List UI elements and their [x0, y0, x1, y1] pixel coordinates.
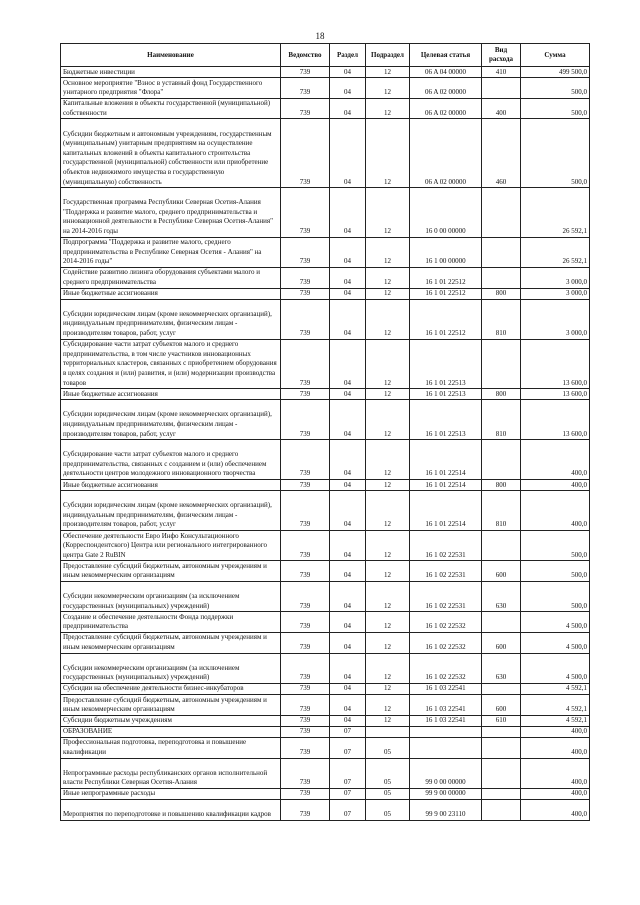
table-row	[61, 288, 590, 299]
row-podrazdel: 12	[366, 632, 410, 653]
table-row	[61, 632, 590, 653]
row-vedomstvo: 739	[281, 400, 330, 440]
row-name: Субсидии юридическим лицам (кроме некоммерческих организаций), индивидуальным предпринимателям, физическим лицам - производителям товаров, работ, услуг	[61, 491, 281, 531]
row-celevaya-statya: 16 1 02 22532	[410, 632, 482, 653]
table-row	[61, 389, 590, 400]
row-summa: 4 592,1	[521, 715, 590, 726]
row-celevaya-statya: 16 1 01 22513	[410, 400, 482, 440]
row-summa: 4 500,0	[521, 632, 590, 653]
row-podrazdel: 12	[366, 612, 410, 633]
row-razdel: 04	[330, 267, 366, 288]
row-razdel: 07	[330, 758, 366, 788]
row-podrazdel: 12	[366, 530, 410, 560]
row-name: Субсидии бюджетным и автономным учреждениям, государственным (муниципальным) унитарным предприятиям на осуществление капитальных вложений в объекты капитального строительства государственной (муниципальной) собственности или приобретение объектов недвижимого имущества в государственную (муниципальную) собственность	[61, 119, 281, 188]
header-podrazdel: Подраздел	[366, 44, 410, 67]
table-row	[61, 737, 590, 758]
row-podrazdel: 12	[366, 400, 410, 440]
row-celevaya-statya: 06 A 02 00000	[410, 78, 482, 99]
row-vid-raskhoda: 800	[482, 480, 521, 491]
row-vid-raskhoda	[482, 440, 521, 480]
row-celevaya-statya: 16 1 03 22541	[410, 695, 482, 716]
table-row	[61, 491, 590, 531]
table-row	[61, 267, 590, 288]
row-podrazdel: 12	[366, 683, 410, 694]
row-vedomstvo: 739	[281, 299, 330, 339]
table-row	[61, 78, 590, 99]
table-row	[61, 530, 590, 560]
row-vid-raskhoda: 630	[482, 581, 521, 611]
row-razdel: 04	[330, 389, 366, 400]
row-vid-raskhoda	[482, 237, 521, 267]
row-summa: 400,0	[521, 799, 590, 820]
row-celevaya-statya: 16 1 02 22531	[410, 561, 482, 582]
table-row	[61, 612, 590, 633]
row-celevaya-statya: 16 1 01 22513	[410, 389, 482, 400]
row-razdel: 07	[330, 799, 366, 820]
row-name: Государственная программа Республики Северная Осетия-Алания "Поддержка и развитие малого, среднего предпринимательства и инновационной деятельности в Республике Северная Осетия-Алания" на 2014-2016 годы	[61, 188, 281, 238]
row-name: Субсидии юридическим лицам (кроме некоммерческих организаций), индивидуальным предпринимателям, физическим лицам - производителям товаров, работ, услуг	[61, 299, 281, 339]
row-vedomstvo: 739	[281, 632, 330, 653]
row-name: Основное мероприятие "Взнос в уставный фонд Государственного унитарного предприятия "Флора"	[61, 78, 281, 99]
row-celevaya-statya: 16 1 01 22514	[410, 491, 482, 531]
row-name: Субсидии бюджетным учреждениям	[61, 715, 281, 726]
row-razdel: 04	[330, 339, 366, 389]
row-name: Субсидии некоммерческим организациям (за исключением государственных (муниципальных) учреждений)	[61, 581, 281, 611]
row-celevaya-statya: 16 1 01 22512	[410, 267, 482, 288]
row-summa: 400,0	[521, 758, 590, 788]
page-number: 18	[315, 31, 325, 41]
row-summa: 13 600,0	[521, 339, 590, 389]
row-celevaya-statya: 16 1 02 22531	[410, 581, 482, 611]
row-celevaya-statya: 16 1 01 22512	[410, 299, 482, 339]
row-vedomstvo: 739	[281, 119, 330, 188]
row-podrazdel: 12	[366, 440, 410, 480]
row-razdel: 04	[330, 288, 366, 299]
row-celevaya-statya: 16 1 03 22541	[410, 683, 482, 694]
row-podrazdel: 12	[366, 389, 410, 400]
row-name: Субсидии некоммерческим организациям (за исключением государственных (муниципальных) учреждений)	[61, 653, 281, 683]
row-razdel: 04	[330, 653, 366, 683]
row-podrazdel: 12	[366, 98, 410, 119]
row-razdel: 04	[330, 683, 366, 694]
row-podrazdel: 12	[366, 299, 410, 339]
row-vid-raskhoda: 810	[482, 299, 521, 339]
row-podrazdel: 12	[366, 653, 410, 683]
table-row	[61, 440, 590, 480]
row-name: Иные бюджетные ассигнования	[61, 288, 281, 299]
table-row	[61, 653, 590, 683]
row-vedomstvo: 739	[281, 695, 330, 716]
table-row	[61, 726, 590, 737]
row-vedomstvo: 739	[281, 683, 330, 694]
table-row	[61, 758, 590, 788]
row-vedomstvo: 739	[281, 799, 330, 820]
row-vedomstvo: 739	[281, 389, 330, 400]
table-row	[61, 67, 590, 78]
row-vid-raskhoda	[482, 726, 521, 737]
row-summa: 500,0	[521, 530, 590, 560]
row-razdel: 04	[330, 299, 366, 339]
row-summa: 4 592,1	[521, 683, 590, 694]
table-row	[61, 339, 590, 389]
row-celevaya-statya: 16 1 03 22541	[410, 715, 482, 726]
row-name: Предоставление субсидий бюджетным, автономным учреждениям и иным некоммерческим организациям	[61, 561, 281, 582]
row-podrazdel: 12	[366, 267, 410, 288]
row-podrazdel: 12	[366, 78, 410, 99]
row-celevaya-statya: 16 1 01 22514	[410, 440, 482, 480]
row-vedomstvo: 739	[281, 612, 330, 633]
row-razdel: 04	[330, 561, 366, 582]
row-summa: 3 000,0	[521, 288, 590, 299]
table-header-row	[61, 44, 590, 67]
row-celevaya-statya: 16 1 01 22513	[410, 339, 482, 389]
table-row	[61, 480, 590, 491]
row-podrazdel: 12	[366, 119, 410, 188]
row-vedomstvo: 739	[281, 67, 330, 78]
table-row	[61, 561, 590, 582]
row-vid-raskhoda: 810	[482, 491, 521, 531]
row-podrazdel: 12	[366, 67, 410, 78]
row-summa: 4 500,0	[521, 653, 590, 683]
row-name: Иные бюджетные ассигнования	[61, 480, 281, 491]
row-razdel: 04	[330, 98, 366, 119]
row-razdel: 04	[330, 612, 366, 633]
row-summa: 500,0	[521, 98, 590, 119]
row-vid-raskhoda: 400	[482, 98, 521, 119]
row-razdel: 04	[330, 581, 366, 611]
row-name: ОБРАЗОВАНИЕ	[61, 726, 281, 737]
row-summa: 400,0	[521, 788, 590, 799]
row-vedomstvo: 739	[281, 530, 330, 560]
row-razdel: 04	[330, 632, 366, 653]
row-vid-raskhoda: 800	[482, 288, 521, 299]
table-row	[61, 788, 590, 799]
row-celevaya-statya: 99 9 00 23110	[410, 799, 482, 820]
row-vid-raskhoda	[482, 188, 521, 238]
row-vid-raskhoda: 600	[482, 561, 521, 582]
row-vedomstvo: 739	[281, 581, 330, 611]
row-celevaya-statya	[410, 737, 482, 758]
row-vid-raskhoda: 800	[482, 389, 521, 400]
header-vid-raskhoda: Вид расхода	[482, 44, 521, 67]
table-row	[61, 683, 590, 694]
table-row	[61, 98, 590, 119]
row-summa: 500,0	[521, 119, 590, 188]
row-celevaya-statya: 06 A 02 00000	[410, 98, 482, 119]
row-vedomstvo: 739	[281, 188, 330, 238]
row-summa: 13 600,0	[521, 389, 590, 400]
row-celevaya-statya: 99 9 00 00000	[410, 788, 482, 799]
table-row	[61, 400, 590, 440]
row-razdel: 04	[330, 480, 366, 491]
row-celevaya-statya: 16 1 02 22532	[410, 612, 482, 633]
row-vedomstvo: 739	[281, 726, 330, 737]
row-summa: 500,0	[521, 78, 590, 99]
row-name: Содействие развитию лизинга оборудования субъектами малого и среднего предпринимательства	[61, 267, 281, 288]
row-razdel: 04	[330, 67, 366, 78]
row-vedomstvo: 739	[281, 267, 330, 288]
row-razdel: 04	[330, 237, 366, 267]
row-podrazdel: 12	[366, 237, 410, 267]
row-celevaya-statya: 16 1 01 22514	[410, 480, 482, 491]
header-summa: Сумма	[521, 44, 590, 67]
row-vid-raskhoda	[482, 267, 521, 288]
row-podrazdel: 12	[366, 561, 410, 582]
row-podrazdel: 05	[366, 799, 410, 820]
row-razdel: 04	[330, 188, 366, 238]
row-vedomstvo: 739	[281, 480, 330, 491]
row-razdel: 04	[330, 491, 366, 531]
row-podrazdel: 12	[366, 715, 410, 726]
row-celevaya-statya: 06 A 02 00000	[410, 119, 482, 188]
row-podrazdel: 12	[366, 188, 410, 238]
row-summa: 400,0	[521, 726, 590, 737]
row-name: Непрограммные расходы республиканских органов исполнительной власти Республики Северная Осетия-Алания	[61, 758, 281, 788]
row-summa: 4 592,1	[521, 695, 590, 716]
row-name: Создание и обеспечение деятельности Фонда поддержки предпринимательства	[61, 612, 281, 633]
row-summa: 3 000,0	[521, 299, 590, 339]
row-vedomstvo: 739	[281, 715, 330, 726]
row-celevaya-statya: 16 1 00 00000	[410, 237, 482, 267]
row-razdel: 04	[330, 78, 366, 99]
row-vid-raskhoda: 460	[482, 119, 521, 188]
row-razdel: 04	[330, 440, 366, 480]
row-summa: 13 600,0	[521, 400, 590, 440]
row-vid-raskhoda: 600	[482, 632, 521, 653]
row-vid-raskhoda	[482, 339, 521, 389]
row-name: Профессиональная подготовка, переподготовка и повышение квалификации	[61, 737, 281, 758]
row-celevaya-statya: 16 1 01 22512	[410, 288, 482, 299]
row-podrazdel: 12	[366, 581, 410, 611]
row-podrazdel: 12	[366, 288, 410, 299]
table-row	[61, 188, 590, 238]
row-vid-raskhoda	[482, 78, 521, 99]
row-vedomstvo: 739	[281, 788, 330, 799]
row-razdel: 04	[330, 400, 366, 440]
row-podrazdel: 05	[366, 737, 410, 758]
row-razdel: 07	[330, 788, 366, 799]
row-celevaya-statya: 16 1 02 22531	[410, 530, 482, 560]
row-vid-raskhoda: 600	[482, 695, 521, 716]
row-podrazdel: 05	[366, 758, 410, 788]
row-vid-raskhoda	[482, 612, 521, 633]
row-name: Предоставление субсидий бюджетным, автономным учреждениям и иным некоммерческим организациям	[61, 695, 281, 716]
row-name: Подпрограмма "Поддержка и развитие малого, среднего предпринимательства в Республике Северная Осетия - Алания" на 2014-2016 годы"	[61, 237, 281, 267]
row-celevaya-statya: 99 0 00 00000	[410, 758, 482, 788]
row-name: Капитальные вложения в объекты государственной (муниципальной) собственности	[61, 98, 281, 119]
row-celevaya-statya: 16 1 02 22532	[410, 653, 482, 683]
row-summa: 500,0	[521, 561, 590, 582]
row-summa: 3 000,0	[521, 267, 590, 288]
row-vedomstvo: 739	[281, 237, 330, 267]
row-razdel: 04	[330, 695, 366, 716]
header-razdel: Раздел	[330, 44, 366, 67]
row-name: Субсидии на обеспечение деятельности бизнес-инкубаторов	[61, 683, 281, 694]
table-row	[61, 119, 590, 188]
row-summa: 4 500,0	[521, 612, 590, 633]
row-vid-raskhoda: 810	[482, 400, 521, 440]
row-summa: 26 592,1	[521, 237, 590, 267]
budget-table	[60, 43, 590, 821]
row-name: Бюджетные инвестиции	[61, 67, 281, 78]
row-summa: 499 500,0	[521, 67, 590, 78]
row-vid-raskhoda: 630	[482, 653, 521, 683]
row-summa: 400,0	[521, 440, 590, 480]
row-celevaya-statya: 06 A 04 00000	[410, 67, 482, 78]
row-razdel: 04	[330, 715, 366, 726]
row-name: Обеспечение деятельности Евро Инфо Консультационного (Корреспондентского) Центра или регионального интегрированного центра Gate 2 RuBIN	[61, 530, 281, 560]
row-razdel: 07	[330, 726, 366, 737]
row-razdel: 04	[330, 530, 366, 560]
row-vedomstvo: 739	[281, 339, 330, 389]
table-row	[61, 237, 590, 267]
row-vedomstvo: 739	[281, 758, 330, 788]
row-name: Иные бюджетные ассигнования	[61, 389, 281, 400]
row-vedomstvo: 739	[281, 440, 330, 480]
row-podrazdel	[366, 726, 410, 737]
row-razdel: 04	[330, 119, 366, 188]
row-podrazdel: 12	[366, 339, 410, 389]
row-name: Субсидирование части затрат субъектов малого и среднего предпринимательства, связанных с созданием и (или) обеспечением деятельности центров молодежного инновационного творчества	[61, 440, 281, 480]
table-row	[61, 299, 590, 339]
row-summa: 400,0	[521, 737, 590, 758]
row-name: Иные непрограммные расходы	[61, 788, 281, 799]
row-summa: 500,0	[521, 581, 590, 611]
row-vedomstvo: 739	[281, 561, 330, 582]
row-vid-raskhoda: 410	[482, 67, 521, 78]
row-vid-raskhoda	[482, 758, 521, 788]
row-podrazdel: 12	[366, 695, 410, 716]
header-name: Наименование	[61, 44, 281, 67]
row-vedomstvo: 739	[281, 288, 330, 299]
row-celevaya-statya: 16 0 00 00000	[410, 188, 482, 238]
row-summa: 400,0	[521, 480, 590, 491]
table-row	[61, 799, 590, 820]
row-vedomstvo: 739	[281, 98, 330, 119]
row-vid-raskhoda	[482, 788, 521, 799]
row-vedomstvo: 739	[281, 737, 330, 758]
row-vid-raskhoda	[482, 737, 521, 758]
row-name: Предоставление субсидий бюджетным, автономным учреждениям и иным некоммерческим организациям	[61, 632, 281, 653]
table-row	[61, 581, 590, 611]
table-row	[61, 695, 590, 716]
row-vid-raskhoda	[482, 799, 521, 820]
row-vedomstvo: 739	[281, 653, 330, 683]
table-row	[61, 715, 590, 726]
row-vid-raskhoda	[482, 683, 521, 694]
row-name: Мероприятия по переподготовке и повышению квалификации кадров	[61, 799, 281, 820]
row-podrazdel: 12	[366, 480, 410, 491]
row-name: Субсидирование части затрат субъектов малого и среднего предпринимательства, в том числе участников инновационных территориальных кластеров, связанных с приобретением оборудования в целях создания и (или) развития, и (или) модернизации производства товаров	[61, 339, 281, 389]
row-vid-raskhoda: 610	[482, 715, 521, 726]
header-celevaya-statya: Целевая статья	[410, 44, 482, 67]
row-vedomstvo: 739	[281, 78, 330, 99]
row-summa: 26 592,1	[521, 188, 590, 238]
row-podrazdel: 05	[366, 788, 410, 799]
row-name: Субсидии юридическим лицам (кроме некоммерческих организаций), индивидуальным предпринимателям, физическим лицам - производителям товаров, работ, услуг	[61, 400, 281, 440]
row-celevaya-statya	[410, 726, 482, 737]
row-vid-raskhoda	[482, 530, 521, 560]
row-vedomstvo: 739	[281, 491, 330, 531]
header-vedomstvo: Ведомство	[281, 44, 330, 67]
row-podrazdel: 12	[366, 491, 410, 531]
row-razdel: 07	[330, 737, 366, 758]
row-summa: 400,0	[521, 491, 590, 531]
